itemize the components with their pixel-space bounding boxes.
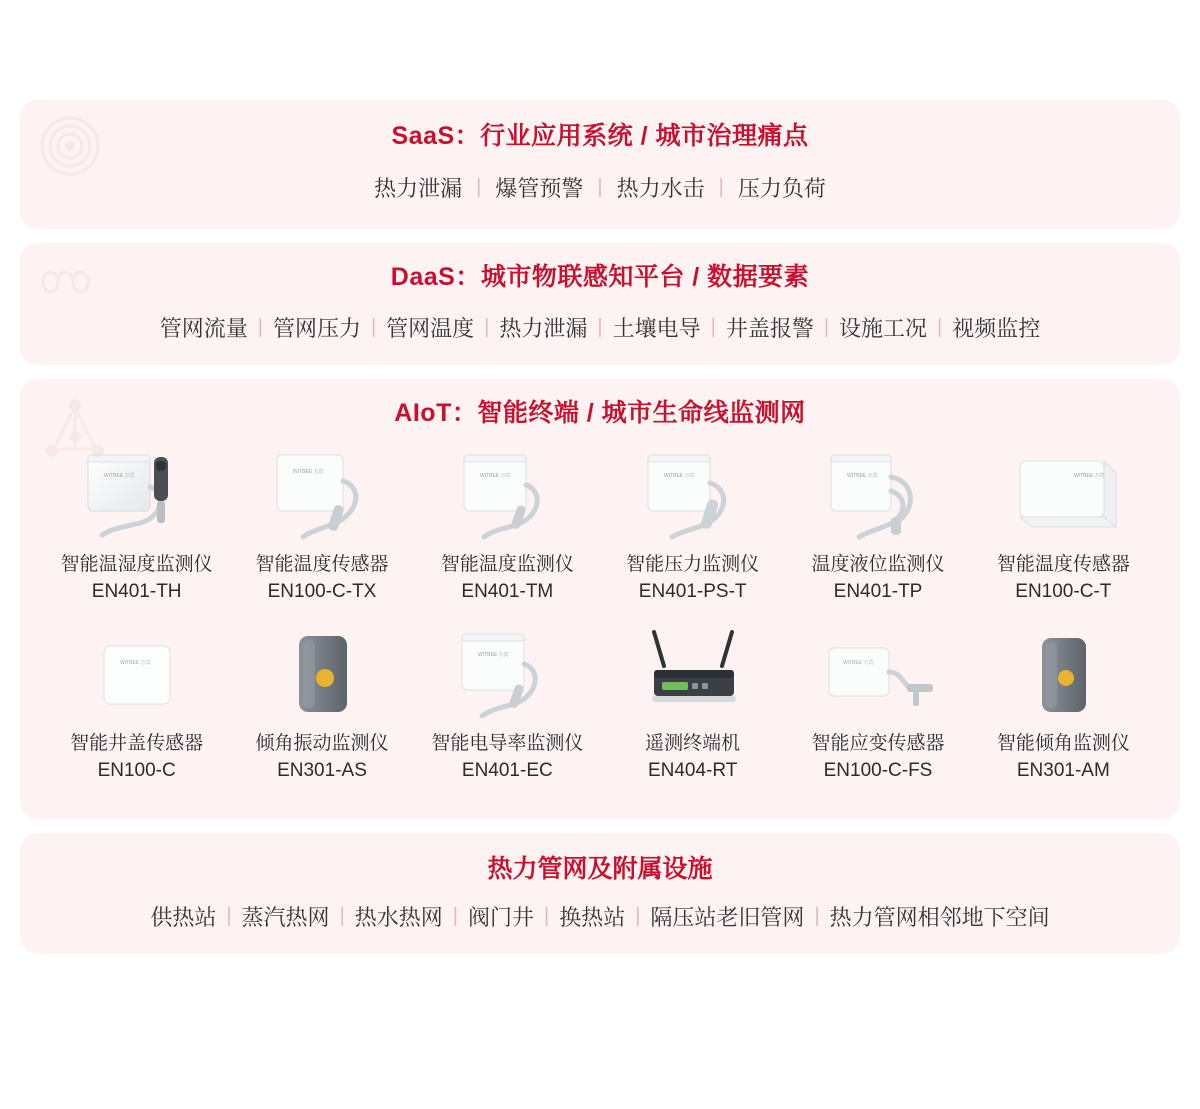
device-model: EN100-C-TX bbox=[267, 581, 377, 603]
divider: | bbox=[226, 904, 232, 927]
panel-daas-tag: DaaS： bbox=[390, 262, 481, 291]
panel-saas-tag: SaaS： bbox=[391, 122, 481, 150]
panel-daas-title bbox=[44, 259, 1156, 297]
divider: | bbox=[339, 904, 345, 927]
device-name: 智能温度传感器 bbox=[996, 553, 1130, 575]
list-item: 热力水击 bbox=[616, 175, 705, 201]
divider: | bbox=[370, 316, 377, 338]
device-model: EN401-TM bbox=[461, 581, 554, 603]
list-item: 管网压力 bbox=[272, 316, 361, 341]
device-card[interactable] bbox=[971, 443, 1156, 614]
device-model: EN401-EC bbox=[461, 760, 553, 782]
list-item: 井盖报警 bbox=[725, 316, 814, 341]
panel-saas-items bbox=[44, 172, 1156, 203]
device-name: 智能温度监测仪 bbox=[440, 553, 574, 575]
device-image-box-double-cable bbox=[787, 447, 968, 543]
panel-infrastructure-items bbox=[44, 901, 1156, 932]
device-name: 智能温度传感器 bbox=[255, 553, 389, 575]
device-image-flat-square bbox=[46, 626, 227, 722]
device-model: EN100-C-FS bbox=[823, 760, 933, 782]
device-name: 遥测终端机 bbox=[645, 732, 741, 754]
device-image-box-cable bbox=[417, 626, 598, 722]
device-model: EN404-RT bbox=[647, 760, 738, 782]
device-card[interactable] bbox=[415, 622, 600, 793]
device-model: EN100-C-T bbox=[1015, 581, 1112, 603]
device-name: 智能电导率监测仪 bbox=[431, 732, 584, 754]
list-item: 隔压站老旧管网 bbox=[650, 904, 805, 930]
device-model: EN401-TH bbox=[91, 581, 182, 603]
device-card[interactable] bbox=[229, 622, 414, 793]
svg-text:WITBEE 万宾: WITBEE 万宾 bbox=[1074, 472, 1105, 479]
device-model: EN401-PS-T bbox=[638, 581, 747, 603]
panel-aiot bbox=[20, 379, 1180, 819]
device-card[interactable] bbox=[229, 443, 414, 614]
divider: | bbox=[823, 316, 830, 338]
divider: | bbox=[635, 904, 641, 927]
device-name: 智能井盖传感器 bbox=[70, 732, 204, 754]
panel-aiot-title bbox=[44, 395, 1156, 433]
panel-saas-title bbox=[44, 118, 1156, 156]
panel-daas-subtitle: 城市物联感知平台 / 数据要素 bbox=[480, 262, 810, 291]
divider: | bbox=[257, 316, 263, 338]
list-item: 压力负荷 bbox=[737, 175, 826, 201]
divider: | bbox=[718, 175, 724, 198]
device-image-router bbox=[602, 626, 783, 722]
svg-text:WITBEE 万宾: WITBEE 万宾 bbox=[478, 651, 509, 658]
svg-text:WITBEE 万宾: WITBEE 万宾 bbox=[292, 468, 324, 475]
svg-text:WITBEE 万宾: WITBEE 万宾 bbox=[663, 472, 695, 479]
divider: | bbox=[814, 904, 820, 927]
device-model: EN301-AM bbox=[1016, 760, 1110, 782]
list-item: 爆管预警 bbox=[495, 175, 584, 201]
svg-text:WITBEE 万宾: WITBEE 万宾 bbox=[480, 472, 511, 479]
device-image-box-probe bbox=[46, 447, 227, 543]
divider: | bbox=[597, 175, 603, 198]
svg-text:WITBEE 万宾: WITBEE 万宾 bbox=[119, 659, 151, 666]
panel-infrastructure-title: 热力管网及附属设施 bbox=[487, 854, 713, 883]
list-item: 视频监控 bbox=[952, 316, 1041, 341]
panel-daas-items bbox=[44, 312, 1156, 343]
panel-saas-subtitle: 行业应用系统 / 城市治理痛点 bbox=[480, 122, 809, 150]
svg-text:WITBEE 万宾: WITBEE 万宾 bbox=[846, 472, 878, 479]
list-item: 热力管网相邻地下空间 bbox=[829, 904, 1050, 930]
device-image-gray-dot-box bbox=[973, 626, 1154, 722]
divider: | bbox=[597, 316, 603, 338]
list-item: 热力泄漏 bbox=[374, 175, 463, 201]
list-item: 管网流量 bbox=[159, 316, 248, 341]
device-card[interactable] bbox=[785, 622, 970, 793]
device-image-plain-panel bbox=[973, 447, 1154, 543]
list-item: 热力泄漏 bbox=[499, 316, 588, 341]
list-item: 供热站 bbox=[150, 904, 217, 930]
device-card[interactable] bbox=[415, 443, 600, 614]
device-name: 智能温湿度监测仪 bbox=[60, 553, 213, 575]
device-card[interactable] bbox=[600, 443, 785, 614]
device-card[interactable] bbox=[600, 622, 785, 793]
panel-saas bbox=[20, 100, 1180, 229]
device-model: EN301-AS bbox=[277, 760, 367, 782]
device-name: 倾角振动监测仪 bbox=[255, 732, 389, 754]
device-image-panel-bracket bbox=[787, 626, 968, 722]
list-item: 换热站 bbox=[559, 904, 626, 930]
divider: | bbox=[484, 316, 490, 338]
list-item: 土壤电导 bbox=[612, 316, 701, 341]
device-card[interactable] bbox=[44, 443, 229, 614]
device-model: EN401-TP bbox=[833, 581, 923, 603]
svg-text:WITBEE 万宾: WITBEE 万宾 bbox=[103, 472, 135, 479]
device-image-box-cable bbox=[417, 447, 598, 543]
list-item: 管网温度 bbox=[386, 316, 475, 341]
divider: | bbox=[476, 175, 482, 198]
divider: | bbox=[937, 316, 943, 338]
list-item: 热水热网 bbox=[354, 904, 443, 930]
list-item: 设施工况 bbox=[839, 316, 928, 341]
device-name: 智能压力监测仪 bbox=[626, 553, 760, 575]
divider: | bbox=[710, 316, 716, 338]
device-model: EN100-C bbox=[97, 760, 176, 782]
device-card[interactable] bbox=[971, 622, 1156, 793]
panel-daas bbox=[20, 243, 1180, 366]
panel-infrastructure bbox=[20, 833, 1180, 954]
device-card[interactable] bbox=[44, 622, 229, 793]
device-name: 智能应变传感器 bbox=[811, 732, 945, 754]
svg-text:WITBEE 万宾: WITBEE 万宾 bbox=[842, 659, 874, 666]
device-card[interactable] bbox=[785, 443, 970, 614]
device-name: 智能倾角监测仪 bbox=[996, 732, 1130, 754]
panel-aiot-tag: AIoT： bbox=[394, 399, 478, 427]
divider: | bbox=[452, 904, 458, 927]
device-grid bbox=[44, 443, 1156, 793]
panel-aiot-subtitle: 智能终端 / 城市生命线监测网 bbox=[477, 399, 806, 427]
device-name: 温度液位监测仪 bbox=[811, 553, 945, 575]
device-image-gray-dot-box bbox=[231, 626, 412, 722]
device-image-box-cable-sensor bbox=[602, 447, 783, 543]
device-image-panel-cable bbox=[231, 447, 412, 543]
list-item: 蒸汽热网 bbox=[241, 904, 330, 930]
divider: | bbox=[544, 904, 550, 927]
list-item: 阀门井 bbox=[467, 904, 534, 930]
